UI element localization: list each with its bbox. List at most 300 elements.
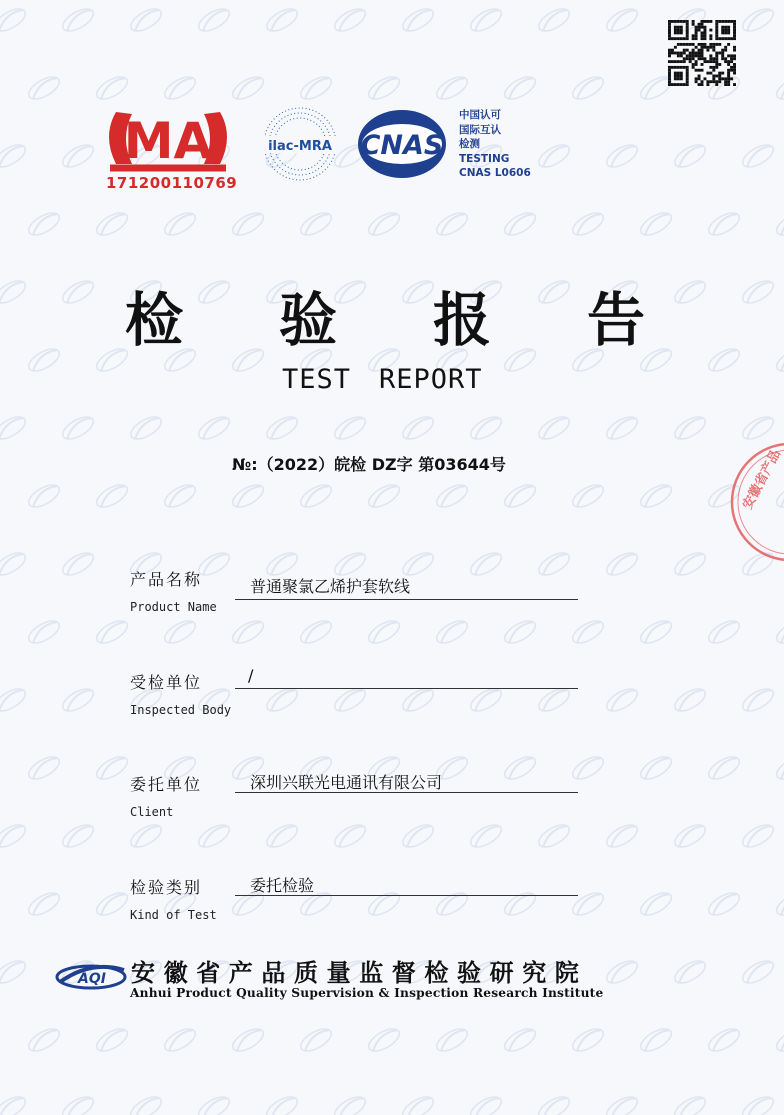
qr-code-module (677, 77, 680, 80)
qr-code-module (683, 83, 686, 86)
aqi-watermark-mark (773, 345, 784, 376)
field-label-en: Inspected Body (130, 703, 232, 717)
aqi-watermark-mark (229, 209, 266, 240)
qr-code-module (727, 60, 730, 63)
cnas-caption (459, 108, 531, 181)
cma-logo-text: MA (123, 112, 213, 170)
cnas-caption-line: CNAS L0606 (459, 167, 531, 179)
qr-code-module (721, 72, 724, 75)
aqi-watermark-mark (127, 5, 164, 36)
qr-code-module (674, 46, 677, 49)
aqi-watermark-mark (773, 889, 784, 920)
qr-code-module (668, 60, 671, 63)
aqi-watermark-mark (229, 1025, 266, 1056)
aqi-watermark-mark (637, 889, 674, 920)
qr-code-module (727, 75, 730, 78)
qr-code-module (698, 23, 701, 26)
aqi-watermark-mark (569, 209, 606, 240)
qr-code-module (689, 57, 692, 60)
qr-code-module (712, 77, 715, 80)
aqi-watermark-mark (433, 73, 470, 104)
aqi-watermark-mark (603, 1093, 640, 1115)
qr-code-module (703, 37, 706, 40)
aqi-watermark-mark (263, 413, 300, 444)
qr-code-module (695, 63, 698, 66)
seal-stamp (728, 430, 784, 570)
aqi-watermark-mark (569, 73, 606, 104)
aqi-watermark-mark (705, 345, 742, 376)
qr-code-module (683, 20, 686, 23)
aqi-watermark-mark (535, 413, 572, 444)
qr-code-module (703, 20, 706, 23)
qr-code-module (674, 66, 677, 69)
cnas-caption-line: 中国认可 (459, 109, 501, 121)
field-value: 委托检验 (250, 876, 315, 895)
aqi-watermark-mark (705, 209, 742, 240)
qr-code-module (733, 37, 736, 40)
qr-code-module (718, 77, 721, 80)
qr-code-module (730, 77, 733, 80)
qr-code-module (698, 54, 701, 57)
qr-code-module (680, 37, 683, 40)
qr-code-module (733, 26, 736, 29)
qr-code-module (733, 23, 736, 26)
qr-code-module (674, 72, 677, 75)
qr-code-module (692, 23, 695, 26)
aqi-watermark-mark (331, 413, 368, 444)
aqi-watermark-mark (365, 1025, 402, 1056)
qr-code-module (706, 72, 709, 75)
field-label-cn: 产品名称 (130, 570, 203, 589)
qr-code-module (671, 37, 674, 40)
title-char: 告 (586, 286, 645, 354)
title-word: TEST (282, 364, 352, 395)
institute-name-en: Anhui Product Quality Supervision & Inspection Research Institute (130, 986, 604, 1000)
aqi-watermark-mark (739, 685, 776, 716)
qr-code-module (712, 57, 715, 60)
qr-code-module (706, 46, 709, 49)
qr-code-module (715, 52, 718, 55)
qr-code-module (703, 29, 706, 32)
qr-code-module (692, 57, 695, 60)
aqi-watermark-mark (773, 1025, 784, 1056)
aqi-watermark-mark (637, 209, 674, 240)
qr-code-module (721, 77, 724, 80)
aqi-watermark-mark (535, 1093, 572, 1115)
aqi-watermark-mark (501, 481, 538, 512)
qr-code-module (668, 72, 671, 75)
qr-code-module (674, 29, 677, 32)
seal-text: 安徽省产品 (740, 447, 784, 512)
qr-code-module (674, 37, 677, 40)
qr-code-module (701, 31, 704, 34)
qr-code-module (724, 77, 727, 80)
qr-code-module (724, 83, 727, 86)
qr-code-module (668, 80, 671, 83)
qr-code-module (692, 37, 695, 40)
field-client (130, 772, 580, 832)
qr-code-module (701, 43, 704, 46)
qr-code-module (709, 46, 712, 49)
qr-code-module (724, 29, 727, 32)
field-label-cn: 检验类别 (130, 878, 203, 897)
qr-code-module (730, 60, 733, 63)
qr-code-icon (668, 20, 736, 86)
aqi-watermark-mark (671, 821, 708, 852)
qr-code-module (715, 29, 718, 32)
qr-code-module (712, 75, 715, 78)
qr-code-module (715, 34, 718, 37)
qr-code-module (680, 20, 683, 23)
aqi-watermark-mark (535, 5, 572, 36)
aqi-watermark-mark (59, 549, 96, 580)
ilac-mra-logo (258, 102, 342, 186)
qr-code-module (703, 57, 706, 60)
qr-code-module (733, 66, 736, 69)
aqi-watermark-mark (161, 1025, 198, 1056)
qr-code-module (680, 75, 683, 78)
aqi-watermark-mark (739, 277, 776, 308)
qr-code-module (724, 60, 727, 63)
qr-code-module (683, 52, 686, 55)
qr-code-module (733, 83, 736, 86)
qr-code-module (715, 63, 718, 66)
aqi-watermark-mark (671, 1093, 708, 1115)
qr-code-module (715, 75, 718, 78)
qr-code-module (706, 80, 709, 83)
qr-code-module (712, 66, 715, 69)
aqi-watermark-mark (637, 481, 674, 512)
qr-code-module (706, 83, 709, 86)
qr-code-module (701, 54, 704, 57)
qr-code-module (712, 46, 715, 49)
aqi-watermark-mark (229, 73, 266, 104)
qr-code-module (727, 26, 730, 29)
qr-code-module (668, 20, 671, 23)
qr-code-module (733, 46, 736, 49)
qr-code-module (695, 69, 698, 72)
qr-code-module (724, 26, 727, 29)
aqi-watermark-mark (739, 5, 776, 36)
qr-code-module (727, 20, 730, 23)
aqi-watermark-mark (25, 481, 62, 512)
aqi-watermark-mark (195, 5, 232, 36)
aqi-watermark-mark (229, 481, 266, 512)
qr-code-module (680, 52, 683, 55)
qr-code-module (671, 20, 674, 23)
qr-code-module (674, 52, 677, 55)
aqi-watermark-mark (25, 1025, 62, 1056)
qr-code-module (730, 57, 733, 60)
aqi-watermark-mark (603, 957, 640, 988)
field-underline (235, 599, 578, 600)
aqi-watermark-mark (773, 209, 784, 240)
qr-code-module (730, 54, 733, 57)
qr-code-module (718, 43, 721, 46)
qr-code-module (724, 37, 727, 40)
qr-code-module (715, 54, 718, 57)
qr-code-module (727, 63, 730, 66)
qr-code-module (668, 83, 671, 86)
qr-code-module (680, 43, 683, 46)
institute-name-cn: 安徽省产品质量监督检验研究院 (131, 959, 588, 987)
aqi-watermark-mark (59, 141, 96, 172)
qr-code-module (671, 49, 674, 52)
field-inspected-body (130, 666, 580, 730)
qr-code-module (709, 72, 712, 75)
title-char: 验 (278, 286, 337, 354)
qr-code-module (715, 26, 718, 29)
qr-code-module (686, 69, 689, 72)
aqi-watermark-mark (195, 1093, 232, 1115)
qr-code-module (709, 54, 712, 57)
qr-code-module (686, 66, 689, 69)
aqi-watermark-mark (263, 5, 300, 36)
qr-code-module (698, 49, 701, 52)
qr-code-module (668, 34, 671, 37)
qr-code-module (727, 77, 730, 80)
qr-code-module (703, 46, 706, 49)
aqi-watermark-mark (467, 413, 504, 444)
qr-code-module (686, 49, 689, 52)
qr-code-module (721, 29, 724, 32)
qr-code-module (724, 20, 727, 23)
qr-code-module (709, 29, 712, 32)
qr-code-module (677, 31, 680, 34)
qr-code-module (677, 54, 680, 57)
qr-code-module (733, 34, 736, 37)
aqi-watermark-mark (637, 1025, 674, 1056)
qr-code-module (680, 66, 683, 69)
qr-code-module (674, 75, 677, 78)
qr-code-module (692, 34, 695, 37)
qr-code-module (686, 57, 689, 60)
aqi-watermark-mark (433, 481, 470, 512)
qr-code-module (721, 49, 724, 52)
aqi-watermark-mark (501, 73, 538, 104)
aqi-watermark-mark (671, 277, 708, 308)
qr-code-module (706, 60, 709, 63)
aqi-watermark-mark (59, 821, 96, 852)
qr-code-module (674, 31, 677, 34)
qr-code-module (724, 46, 727, 49)
qr-code-module (671, 60, 674, 63)
qr-code-module (692, 43, 695, 46)
field-label-cn: 委托单位 (130, 775, 203, 794)
field-product-name (130, 567, 580, 627)
aqi-watermark-mark (399, 1093, 436, 1115)
qr-code-module (695, 52, 698, 55)
aqi-watermark-mark (739, 141, 776, 172)
field-label-en: Kind of Test (130, 908, 217, 922)
qr-code-module (733, 31, 736, 34)
aqi-watermark-mark (603, 141, 640, 172)
qr-code-module (677, 52, 680, 55)
cma-number: 171200110769 (106, 174, 238, 192)
qr-code-module (671, 66, 674, 69)
qr-code-module (701, 49, 704, 52)
qr-code-module (715, 57, 718, 60)
qr-code-module (692, 52, 695, 55)
field-kind-of-test (130, 875, 580, 935)
qr-code-module (712, 80, 715, 83)
qr-code-module (698, 57, 701, 60)
qr-code-module (680, 26, 683, 29)
cnas-caption-line: 国际互认 (459, 123, 501, 136)
qr-code-module (677, 72, 680, 75)
qr-code-module (698, 75, 701, 78)
aqi-watermark-mark (365, 209, 402, 240)
field-label-cn: 受检单位 (130, 673, 203, 692)
qr-code-module (701, 26, 704, 29)
qr-code-module (718, 52, 721, 55)
qr-code-module (727, 31, 730, 34)
qr-code-module (733, 57, 736, 60)
aqi-watermark-mark (637, 617, 674, 648)
field-label-en: Client (130, 805, 174, 819)
qr-code-module (721, 26, 724, 29)
aqi-watermark-mark (59, 277, 96, 308)
qr-code-module (686, 31, 689, 34)
qr-code-module (712, 69, 715, 72)
aqi-watermark-mark (161, 209, 198, 240)
aqi-watermark-mark (297, 481, 334, 512)
qr-code-module (695, 60, 698, 63)
qr-code-module (715, 43, 718, 46)
qr-code-module (698, 52, 701, 55)
qr-code-module (709, 80, 712, 83)
qr-code-module (701, 83, 704, 86)
aqi-watermark-mark (297, 209, 334, 240)
aqi-watermark-mark (705, 753, 742, 784)
qr-code-module (727, 69, 730, 72)
field-underline (235, 895, 578, 896)
qr-code-module (698, 43, 701, 46)
qr-code-module (677, 29, 680, 32)
aqi-watermark-mark (93, 481, 130, 512)
aqi-watermark-mark (93, 753, 130, 784)
qr-code-module (718, 80, 721, 83)
qr-code-module (674, 83, 677, 86)
qr-code-module (701, 57, 704, 60)
aqi-watermark-mark (773, 73, 784, 104)
qr-code-module (677, 43, 680, 46)
qr-code-module (671, 83, 674, 86)
qr-code-module (727, 29, 730, 32)
aqi-watermark-mark (433, 209, 470, 240)
aqi-watermark-mark (671, 685, 708, 716)
qr-code-module (712, 60, 715, 63)
qr-code-module (709, 37, 712, 40)
aqi-watermark-mark (467, 5, 504, 36)
aqi-watermark-mark (365, 481, 402, 512)
qr-code-module (692, 54, 695, 57)
aqi-watermark-mark (399, 413, 436, 444)
aqi-watermark-mark (0, 957, 29, 988)
qr-code-module (686, 43, 689, 46)
qr-code-module (686, 37, 689, 40)
qr-code-module (698, 69, 701, 72)
qr-code-module (680, 77, 683, 80)
qr-code-module (668, 29, 671, 32)
qr-code-module (709, 20, 712, 23)
cnas-logo-text: CNAS (360, 130, 444, 161)
qr-code-module (715, 80, 718, 83)
qr-code-module (695, 80, 698, 83)
aqi-watermark-mark (127, 1093, 164, 1115)
qr-code-module (706, 49, 709, 52)
qr-code-module (703, 60, 706, 63)
aqi-watermark-mark (25, 889, 62, 920)
qr-code-module (701, 23, 704, 26)
qr-code-module (680, 54, 683, 57)
cnas-caption-line: TESTING (459, 152, 510, 165)
aqi-watermark-mark (0, 821, 29, 852)
aqi-watermark-mark (705, 1025, 742, 1056)
aqi-watermark-mark (671, 549, 708, 580)
qr-code-module (718, 75, 721, 78)
qr-code-module (674, 77, 677, 80)
aqi-watermark-mark (161, 73, 198, 104)
qr-code-module (730, 69, 733, 72)
aqi-watermark-mark (603, 413, 640, 444)
qr-code-module (689, 60, 692, 63)
qr-code-module (692, 66, 695, 69)
qr-code-module (727, 43, 730, 46)
qr-code-module (703, 26, 706, 29)
qr-code-module (724, 80, 727, 83)
aqi-watermark-mark (59, 685, 96, 716)
qr-code-module (733, 63, 736, 66)
qr-code-module (724, 57, 727, 60)
qr-code-module (715, 66, 718, 69)
qr-code-module (724, 31, 727, 34)
qr-code-module (727, 83, 730, 86)
qr-code-module (677, 75, 680, 78)
qr-code-module (715, 37, 718, 40)
title-char: 检 (125, 286, 184, 354)
title-chinese (125, 285, 645, 355)
cnas-logo (356, 108, 448, 180)
qr-code-module (686, 34, 689, 37)
aqi-watermark-mark (161, 481, 198, 512)
aqi-watermark-mark (25, 345, 62, 376)
qr-code-module (674, 20, 677, 23)
qr-code-module (695, 46, 698, 49)
aqi-watermark-mark (501, 209, 538, 240)
qr-code-module (721, 52, 724, 55)
aqi-watermark-mark (773, 753, 784, 784)
aqi-watermark-mark (0, 141, 29, 172)
qr-code-module (709, 66, 712, 69)
field-label-en: Product Name (130, 600, 217, 614)
qr-code-module (683, 57, 686, 60)
qr-code-module (715, 83, 718, 86)
qr-code-module (709, 34, 712, 37)
qr-code-module (730, 37, 733, 40)
title-word: REPORT (379, 364, 483, 395)
aqi-watermark-mark (705, 889, 742, 920)
qr-code-module (715, 20, 718, 23)
qr-code-module (668, 49, 671, 52)
qr-code-module (668, 77, 671, 80)
qr-code-module (668, 23, 671, 26)
aqi-watermark-mark (127, 413, 164, 444)
aqi-watermark-mark (59, 1093, 96, 1115)
qr-code-module (686, 20, 689, 23)
aqi-watermark-mark (331, 5, 368, 36)
qr-code-module (703, 43, 706, 46)
